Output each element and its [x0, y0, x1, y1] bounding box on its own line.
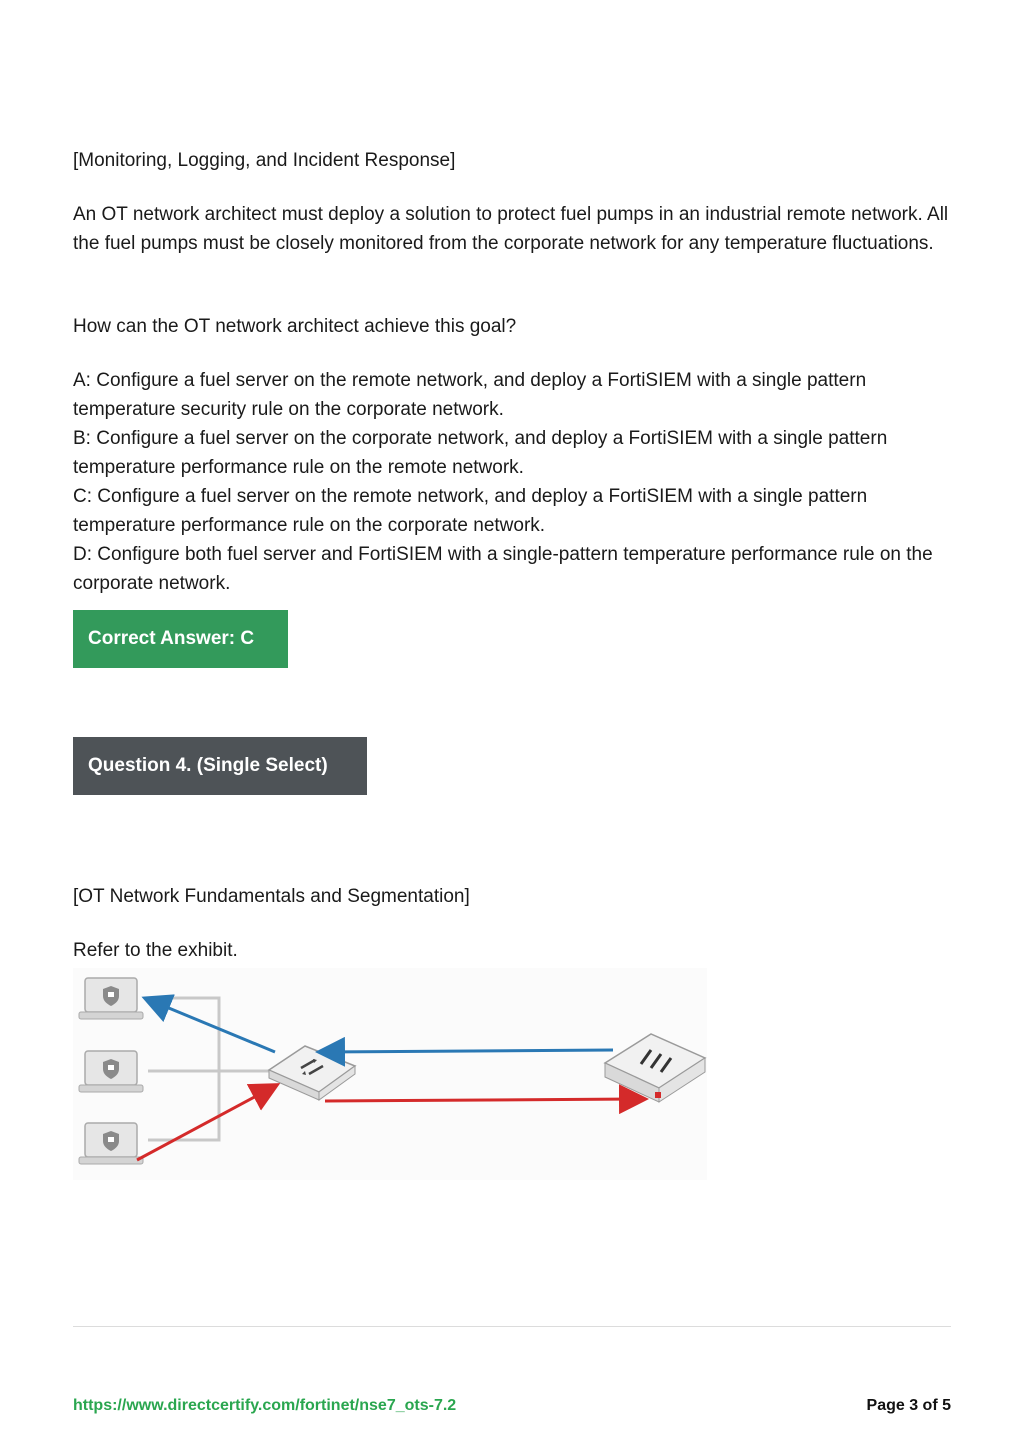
question4-prompt: Refer to the exhibit. [73, 940, 238, 961]
footer-divider [73, 1326, 951, 1327]
option-d: D: Configure both fuel server and FortiSIEM with a single-pattern temperature performance rule on the corporate network. [73, 544, 933, 594]
option-a: A: Configure a fuel server on the remote network, and deploy a FortiSIEM with a single pattern temperature security rule on the corporate network. [73, 370, 867, 420]
question3-stem: An OT network architect must deploy a solution to protect fuel pumps in an industrial remote network. All the fuel pumps must be closely monitored from the corporate network for any temperature fluctuations. [73, 204, 949, 254]
option-c: C: Configure a fuel server on the remote network, and deploy a FortiSIEM with a single pattern temperature performance rule on the corporate network. [73, 486, 868, 536]
question4-topic: [OT Network Fundamentals and Segmentation] [73, 886, 470, 907]
option-b: B: Configure a fuel server on the corporate network, and deploy a FortiSIEM with a single pattern temperature performance rule on the remote network. [73, 428, 888, 478]
question3-prompt: How can the OT network architect achieve this goal? [73, 316, 517, 337]
flow-red-to-firewall [325, 1099, 643, 1101]
flow-blue-to-switch [321, 1050, 613, 1052]
page-number: Page 3 of 5 [866, 1397, 951, 1414]
network-exhibit [73, 968, 707, 1180]
question3-topic: [Monitoring, Logging, and Incident Response] [73, 150, 456, 171]
question3-options [73, 366, 953, 598]
question4-header: Question 4. (Single Select) [73, 737, 367, 795]
correct-answer-badge: Correct Answer: C [73, 610, 288, 668]
laptop-shield-icon [79, 978, 143, 1019]
footer-url-link[interactable]: https://www.directcertify.com/fortinet/nse7_ots-7.2 [73, 1397, 457, 1414]
laptop-shield-icon [79, 1123, 143, 1164]
laptop-shield-icon [79, 1051, 143, 1092]
